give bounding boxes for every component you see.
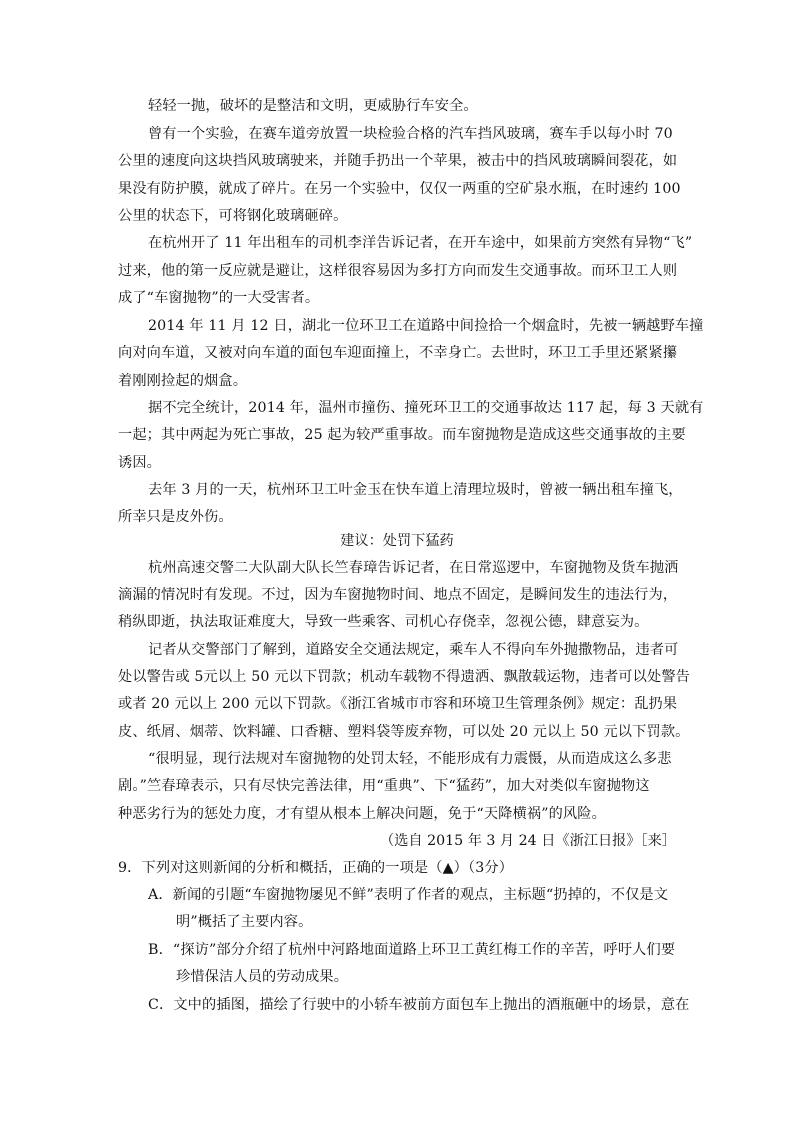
paragraph-line: 去年 3 月的一天，杭州环卫工叶金玉在快车道上清理垃圾时，曾被一辆出租车撞飞，: [148, 482, 683, 498]
option-a: A．新闻的引题“车窗抛物屡见不鲜”表明了作者的观点，主标题“扔掉的，不仅是文: [148, 887, 669, 903]
paragraph-line: 果没有防护膜，就成了碎片。在另一个实验中，仅仅一两重的空矿泉水瓶，在时速约 100: [118, 181, 681, 197]
paragraph-line: 公里的速度向这块挡风玻璃驶来，并随手扔出一个苹果，被击中的挡风玻璃瞬间裂花，如: [118, 153, 678, 169]
option-c: C．文中的插图，描绘了行驶中的小轿车被前方面包车上抛出的酒瓶砸中的场景，意在: [148, 997, 690, 1013]
paragraph-line: 据不完全统计，2014 年，温州市撞伤、撞死环卫工的交通事故达 117 起，每 3 天就有: [148, 400, 704, 416]
option-a-cont: 明”概括了主要内容。: [176, 914, 313, 930]
paragraph-line: 皮、纸屑、烟蒂、饮料罐、口香糖、塑料袋等废弃物，可以处 20 元以上 50 元以下罚款。: [118, 724, 690, 740]
paragraph-line: 2014 年 11 月 12 日，湖北一位环卫工在道路中间捡拾一个烟盒时，先被一辆越野车撞: [148, 318, 704, 334]
option-b: B．“探访”部分介绍了杭州中河路地面道路上环卫工黄红梅工作的辛苦，呼吁人们要: [148, 942, 676, 958]
paragraph-line: 杭州高速交警二大队副大队长竺春璋告诉记者，在日常巡逻中，车窗抛物及货车抛洒: [148, 560, 679, 576]
paragraph-line: 一起；其中两起为死亡事故，25 起为较严重事故。而车窗抛物是造成这些交通事故的主要: [118, 427, 686, 443]
paragraph-line: “很明显，现行法规对车窗抛物的处罚太轻，不能形成有力震慑，从而造成这么多悲: [148, 751, 672, 767]
paragraph-line: 所幸只是皮外伤。: [118, 509, 233, 525]
paragraph-line: 种恶劣行为的惩处力度，才有望从根本上解决问题，免于“天降横祸”的风险。: [118, 806, 606, 822]
section-subtitle: 建议：处罚下猛药: [340, 533, 454, 549]
paragraph-line: 成了“车窗抛物”的一大受害者。: [118, 290, 320, 306]
source-citation: （选自 2015 年 3 月 24 日《浙江日报》［来］: [380, 833, 676, 849]
paragraph-line: 滴漏的情况时有发现。不过，因为车窗抛物时间、地点不固定，是瞬间发生的违法行为，: [118, 587, 678, 603]
paragraph-line: 着刚刚捡起的烟盒。: [118, 373, 248, 389]
paragraph-line: 处以警告或 5元以上 50 元以下罚款；机动车载物不得遗洒、飘散载运物，违者可以处警告: [118, 669, 690, 685]
paragraph-line: 记者从交警部门了解到，道路安全交通法规定，乘车人不得向车外抛撒物品，违者可: [148, 642, 679, 658]
option-b-cont: 珍惜保洁人员的劳动成果。: [176, 969, 349, 985]
paragraph-line: 稍纵即逝，执法取证难度大，导致一些乘客、司机心存侥幸，忽视公德，肆意妄为。: [118, 614, 649, 630]
paragraph-line: 或者 20 元以上 200 元以下罚款。《浙江省城市市容和环境卫生管理条例》规定：乱扔果: [118, 696, 678, 712]
question-stem: 9．下列对这则新闻的分析和概括，正确的一项是（▲）（3分）: [118, 860, 514, 876]
paragraph-line: 向对向车道，又被对向车道的面包车迎面撞上，不幸身亡。去世时，环卫工手里还紧紧攥: [118, 345, 678, 361]
paragraph-line: 诱因。: [118, 455, 162, 471]
paragraph-line: 曾有一个实验，在赛车道旁放置一块检验合格的汽车挡风玻璃，赛车手以每小时 70: [148, 126, 673, 142]
paragraph-line: 公里的状态下，可将钢化玻璃砸碎。: [118, 208, 348, 224]
paragraph-line: 在杭州开了 11 年出租车的司机李洋告诉记者，在开车途中，如果前方突然有异物“飞”: [148, 235, 693, 251]
paragraph-line: 轻轻一抛，破坏的是整洁和文明，更威胁行车安全。: [148, 98, 478, 114]
paragraph-line: 过来，他的第一反应就是避让，这样很容易因为多打方向而发生交通事故。而环卫工人则: [118, 263, 678, 279]
paragraph-line: 剧。”竺春璋表示，只有尽快完善法律，用“重典”、下“猛药”，加大对类似车窗抛物这: [118, 778, 650, 794]
